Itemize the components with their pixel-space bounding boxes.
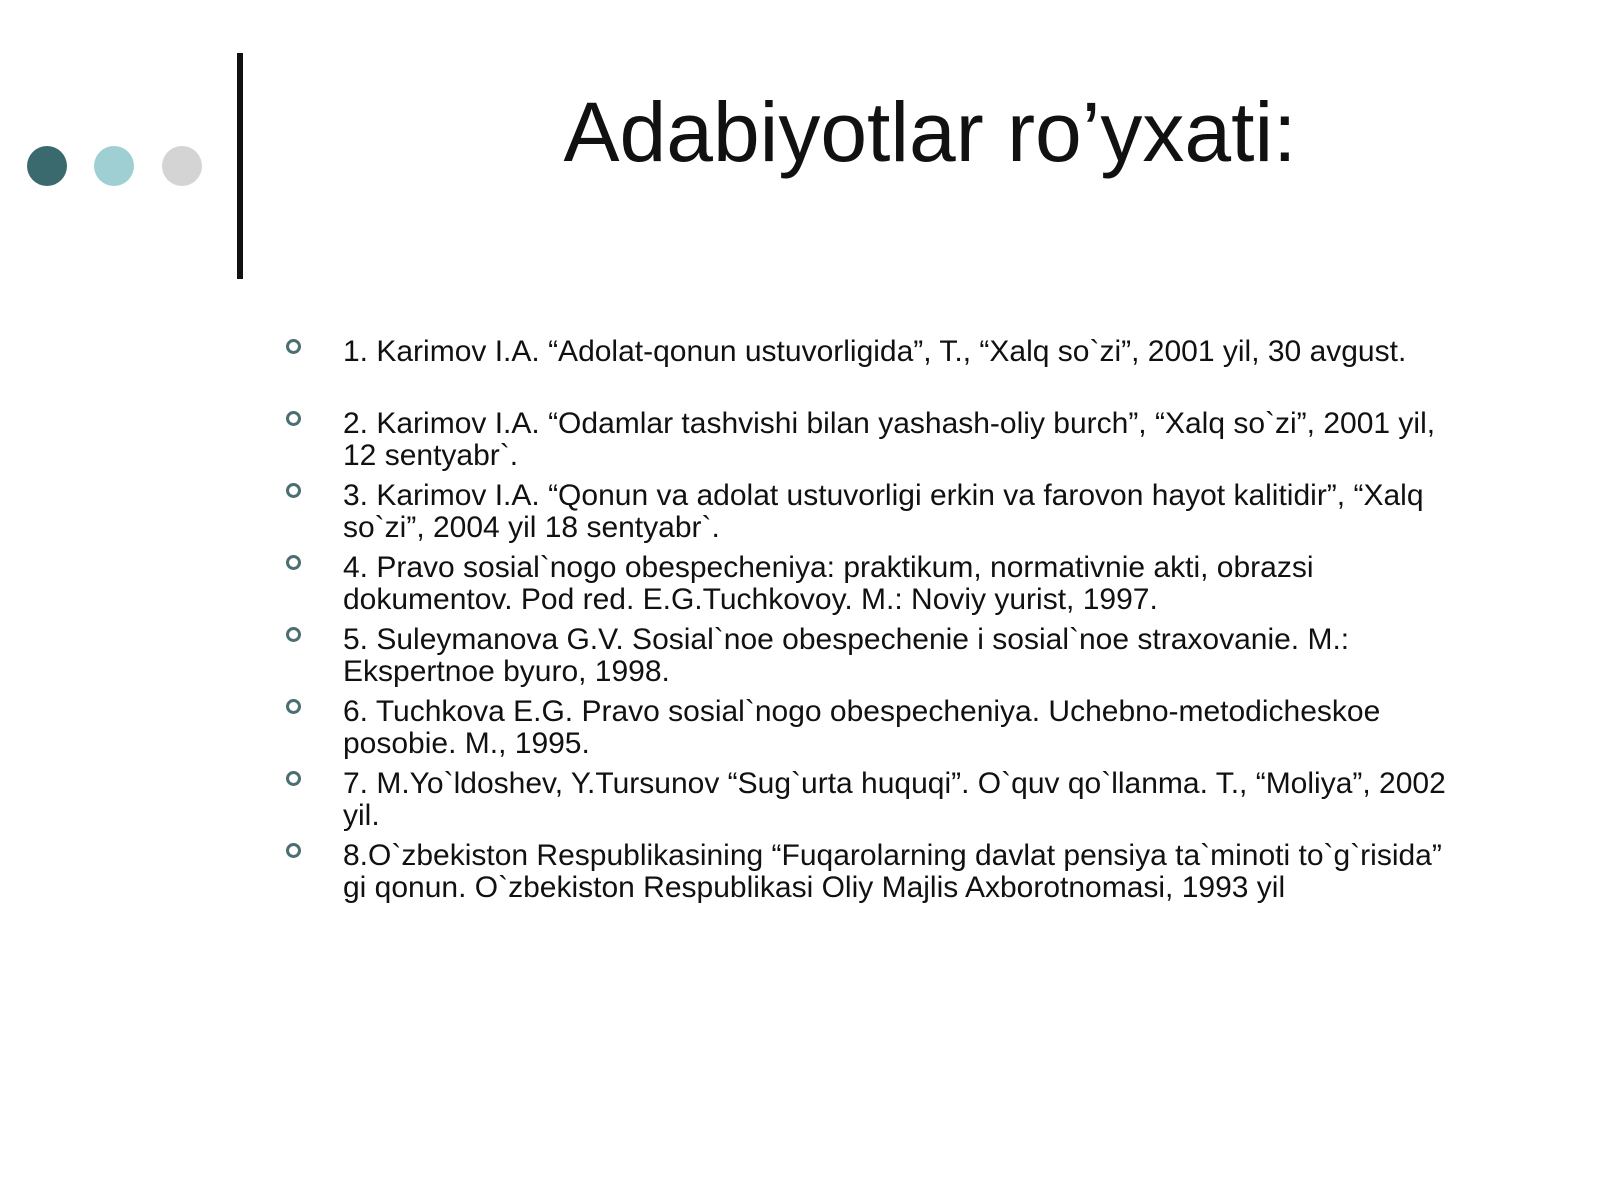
reference-text: 4. Pravo sosial`nogo obespecheniya: praktikum, normativnie akti, obrazsi dokumentov. Pod red. E.G.Tuchkovoy. M.: Noviy yurist, 1997. [343, 551, 1314, 616]
circle-bullet-icon [286, 555, 301, 570]
reference-text: 5. Suleymanova G.V. Sosial`noe obespechenie i sosial`noe straxovanie. M.: Ekspertnoe byuro, 1998. [343, 623, 1350, 688]
decorative-dot-gray [162, 146, 202, 186]
reference-item-2 [286, 408, 1466, 480]
reference-item-3 [286, 480, 1466, 552]
slide-title: Adabiyotlar ro’yxati: [563, 85, 1297, 179]
reference-text: 2. Karimov I.A. “Odamlar tashvishi bilan yashash-oliy burch”, “Xalq so`zi”, 2001 yil, 12 sentyabr`. [343, 407, 1436, 472]
reference-item-7 [286, 768, 1466, 840]
circle-bullet-icon [286, 843, 301, 858]
circle-bullet-icon [286, 483, 301, 498]
circle-bullet-icon [286, 699, 301, 714]
reference-text: 3. Karimov I.A. “Qonun va adolat ustuvorligi erkin va farovon hayot kalitidir”, “Xalq so`zi”, 2004 yil 18 sentyabr`. [343, 479, 1424, 544]
circle-bullet-icon [286, 411, 301, 426]
reference-item-8 [286, 840, 1466, 944]
reference-text: 8.O`zbekiston Respublikasining “Fuqarolarning davlat pensiya ta`minoti to`g`risida” gi qonun. O`zbekiston Respublikasi Oliy Majlis Axborotnomasi, 1993 yil [343, 839, 1442, 904]
reference-item-1 [286, 336, 1466, 408]
decorative-dot-light [94, 146, 134, 186]
reference-item-4 [286, 552, 1466, 624]
reference-text: 7. M.Yo`ldoshev, Y.Tursunov “Sug`urta huquqi”. O`quv qo`llanma. T., “Moliya”, 2002 yil. [343, 767, 1446, 832]
decorative-dot-dark [27, 146, 67, 186]
circle-bullet-icon [286, 339, 301, 354]
reference-item-6 [286, 696, 1466, 768]
reference-text: 6. Tuchkova E.G. Pravo sosial`nogo obespecheniya. Uchebno-metodicheskoe posobie. M., 1995. [343, 695, 1381, 760]
circle-bullet-icon [286, 771, 301, 786]
reference-list [286, 336, 1466, 944]
vertical-divider [237, 53, 243, 279]
reference-text: 1. Karimov I.A. “Adolat-qonun ustuvorligida”, T., “Xalq so`zi”, 2001 yil, 30 avgust. [343, 335, 1407, 368]
reference-item-5 [286, 624, 1466, 696]
circle-bullet-icon [286, 627, 301, 642]
